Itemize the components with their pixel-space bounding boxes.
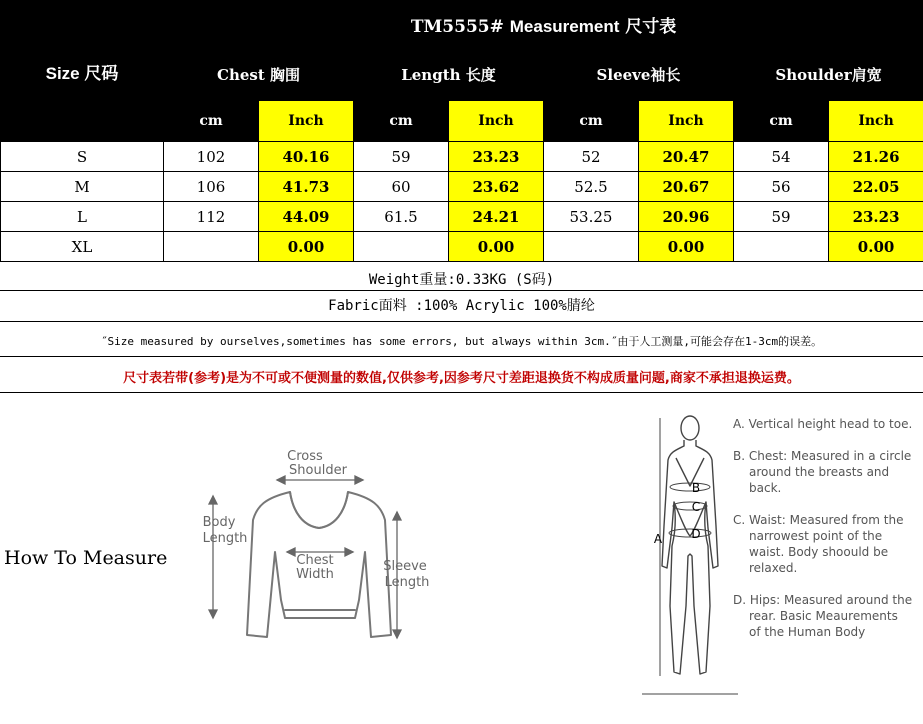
value-cell: 59 <box>734 202 829 232</box>
value-cell: 20.67 <box>639 172 734 202</box>
body-notes <box>733 416 913 656</box>
unit-inch: Inch <box>639 101 734 142</box>
value-cell <box>544 232 639 262</box>
value-cell: 23.23 <box>829 202 923 232</box>
size-cell: S <box>1 142 164 172</box>
figure-head <box>681 416 699 440</box>
unit-inch: Inch <box>449 101 544 142</box>
divider <box>0 321 923 322</box>
value-cell: 23.62 <box>449 172 544 202</box>
table-row <box>1 202 923 232</box>
value-cell: 20.96 <box>639 202 734 232</box>
value-cell: 44.09 <box>259 202 354 232</box>
size-header: Size 尺码 <box>1 1 164 142</box>
value-cell: 0.00 <box>829 232 923 262</box>
note-waist: C. Waist: Measured from the narrowest point of the waist. Body shoould be relaxed. <box>733 513 904 575</box>
value-cell: 53.25 <box>544 202 639 232</box>
sweater-diagram <box>195 440 440 655</box>
note-chest: B. Chest: Measured in a circle around the breasts and back. <box>733 449 912 495</box>
unit-inch: Inch <box>829 101 923 142</box>
value-cell: 106 <box>164 172 259 202</box>
title-cn: 尺寸表 <box>625 16 677 37</box>
value-cell: 61.5 <box>354 202 449 232</box>
unit-cm: cm <box>354 101 449 142</box>
value-cell <box>164 232 259 262</box>
unit-cm: cm <box>164 101 259 142</box>
sleeve-length-label-2: Length <box>384 575 430 590</box>
note-hips: D. Hips: Measured around the rear. Basic Meaurements of the Human Body <box>733 593 913 639</box>
cross-shoulder-label-2: Shoulder <box>289 463 347 478</box>
figure-swimsuit <box>674 458 706 536</box>
table-row <box>1 232 923 262</box>
value-cell: 56 <box>734 172 829 202</box>
mark-a: A <box>653 532 663 546</box>
value-cell: 41.73 <box>259 172 354 202</box>
value-cell: 0.00 <box>449 232 544 262</box>
note-height: A. Vertical height head to toe. <box>733 417 913 431</box>
chart-title <box>164 1 923 48</box>
chest-width-label-1: Chest <box>296 553 334 568</box>
value-cell: 23.23 <box>449 142 544 172</box>
value-cell: 22.05 <box>829 172 923 202</box>
length-header: Length 长度 <box>354 48 544 101</box>
unit-cm: cm <box>544 101 639 142</box>
value-cell <box>734 232 829 262</box>
value-cell: 54 <box>734 142 829 172</box>
figure-body <box>662 440 718 674</box>
size-cell: M <box>1 172 164 202</box>
mark-d: D <box>691 527 701 541</box>
table-row <box>1 142 923 172</box>
value-cell: 20.47 <box>639 142 734 172</box>
value-cell: 52.5 <box>544 172 639 202</box>
body-length-label-2: Length <box>202 531 248 546</box>
measure-note: ˝Size measured by ourselves,sometimes has some errors, but always within 3cm.˝由于人工测量,可能会存在1-3cm的误差。 <box>100 335 823 348</box>
disclaimer-text: 尺寸表若带(参考)是为不可或不便测量的数值,仅供参考,因参考尺寸差距退换货不构成质量问题,商家不承担退换运费。 <box>123 371 800 386</box>
value-cell: 60 <box>354 172 449 202</box>
value-cell: 40.16 <box>259 142 354 172</box>
value-cell: 24.21 <box>449 202 544 232</box>
sleeve-header: Sleeve袖长 <box>544 48 734 101</box>
value-cell: 102 <box>164 142 259 172</box>
body-length-label-1: Body <box>202 515 236 530</box>
value-cell: 112 <box>164 202 259 232</box>
chest-header: Chest 胸围 <box>164 48 354 101</box>
shoulder-header: Shoulder肩宽 <box>734 48 923 101</box>
size-cell: L <box>1 202 164 232</box>
unit-inch: Inch <box>259 101 354 142</box>
value-cell: 59 <box>354 142 449 172</box>
size-cell: XL <box>1 232 164 262</box>
title-text: Measurement <box>509 16 620 36</box>
mark-c: C <box>691 500 701 514</box>
chest-width-label-2: Width <box>296 567 334 582</box>
unit-cm: cm <box>734 101 829 142</box>
sleeve-length-label-1: Sleeve <box>383 559 427 574</box>
value-cell: 21.26 <box>829 142 923 172</box>
title-code: TM5555# <box>410 16 504 37</box>
value-cell: 0.00 <box>639 232 734 262</box>
body-figure-diagram <box>640 406 740 701</box>
divider <box>0 290 923 291</box>
weight-text: Weight重量:0.33KG (S码) <box>368 272 555 288</box>
divider <box>0 356 923 357</box>
value-cell: 52 <box>544 142 639 172</box>
sweater-collar <box>290 492 348 528</box>
value-cell: 0.00 <box>259 232 354 262</box>
fabric-text: Fabric面料 :100% Acrylic 100%腈纶 <box>328 298 595 314</box>
value-cell <box>354 232 449 262</box>
mark-b: B <box>691 481 701 495</box>
size-chart-table <box>0 0 923 262</box>
divider <box>0 392 923 393</box>
cross-shoulder-label-1: Cross <box>287 449 323 464</box>
table-row <box>1 172 923 202</box>
how-to-measure-label: How To Measure <box>4 547 168 569</box>
